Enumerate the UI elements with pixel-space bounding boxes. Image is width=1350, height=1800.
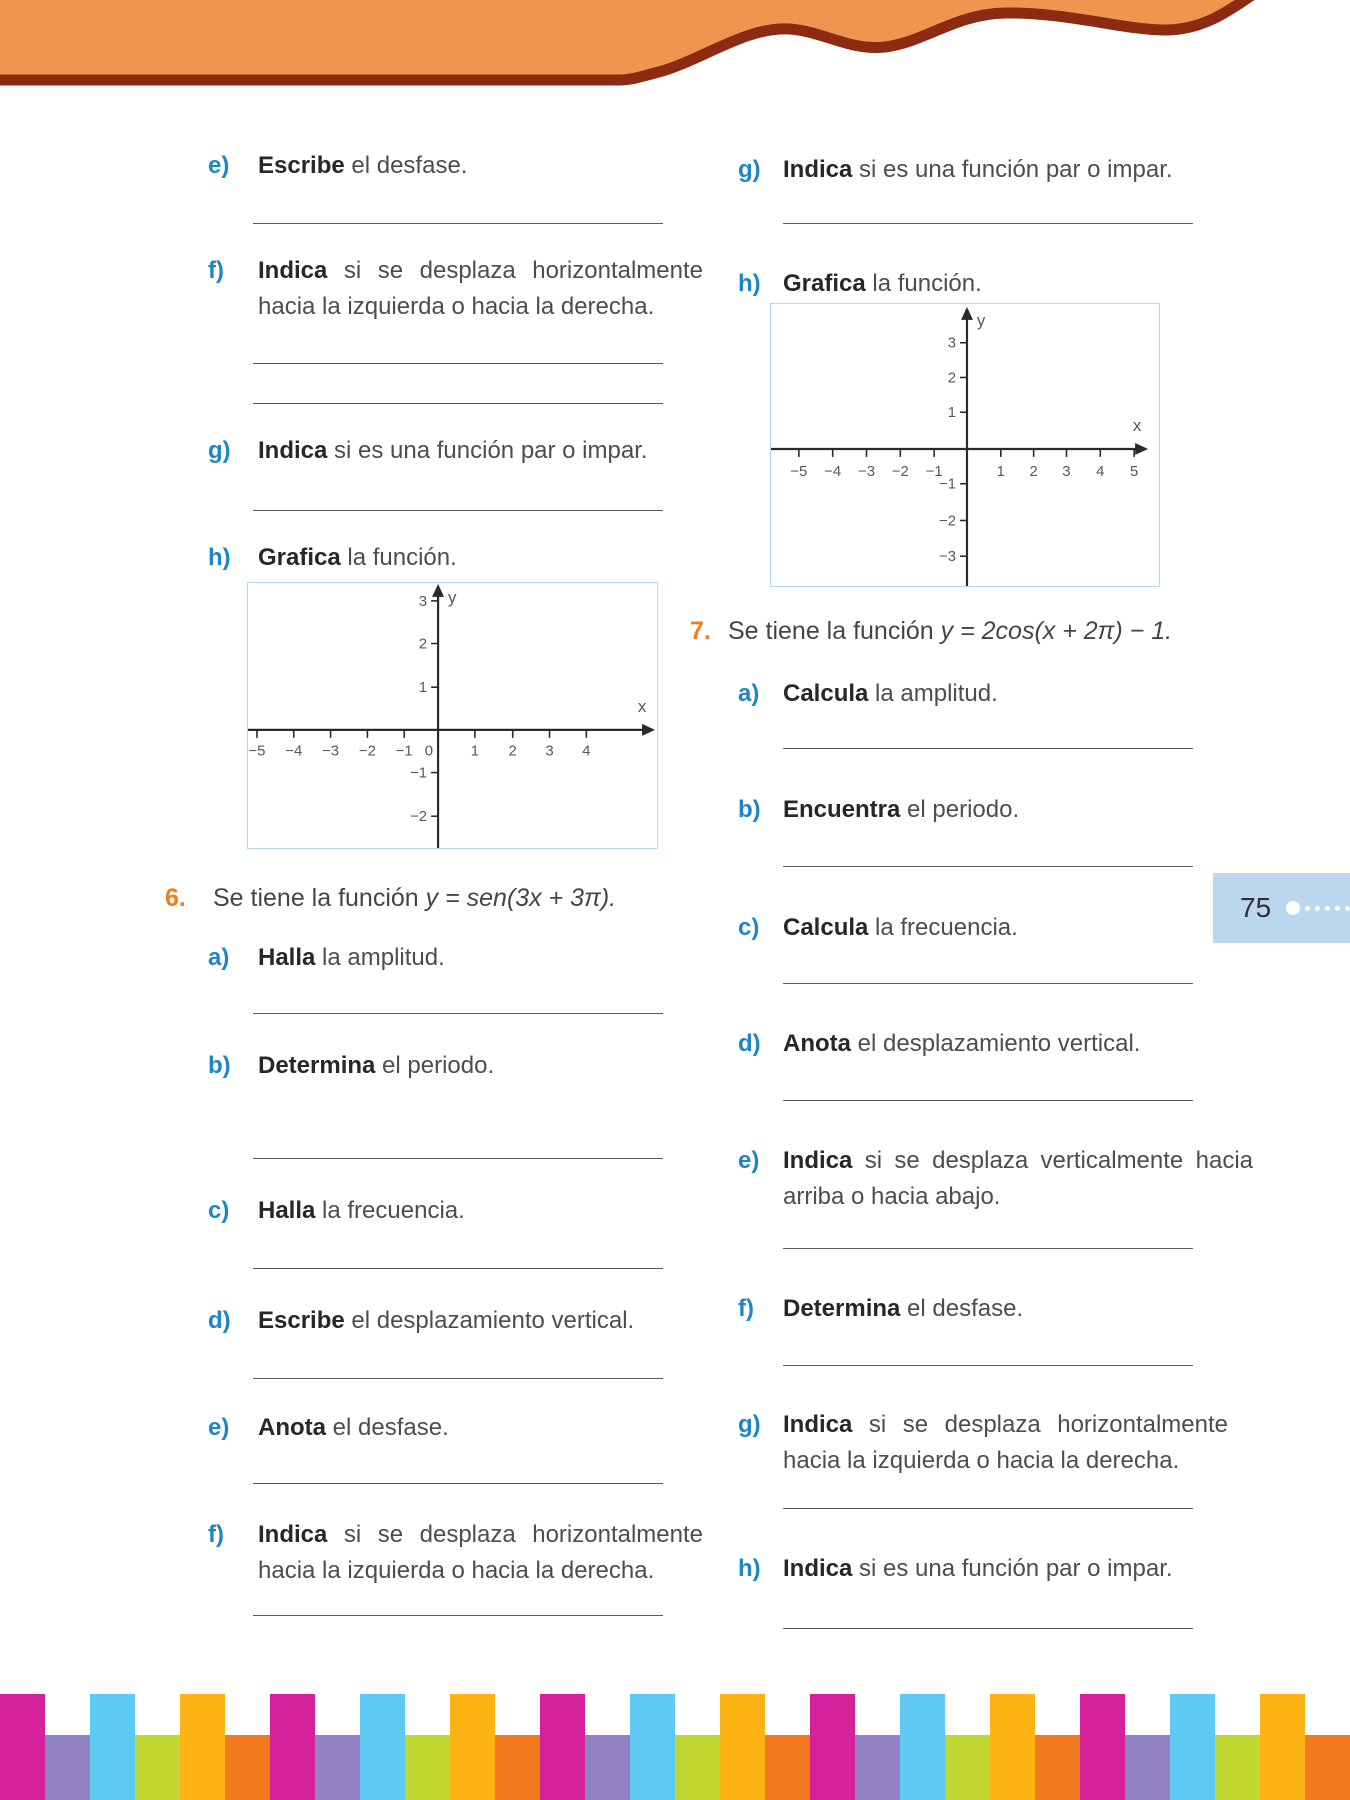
item-text: Indica si es una función par o impar. bbox=[783, 156, 1173, 183]
exercise5-item-g bbox=[208, 433, 648, 469]
answer-line bbox=[253, 1013, 663, 1014]
badge-dot-icon bbox=[1286, 901, 1300, 915]
item-text: Indica si es una función par o impar. bbox=[258, 437, 648, 464]
exercise6-item-b bbox=[208, 1048, 494, 1084]
footer-bar-green bbox=[1215, 1735, 1260, 1800]
exercise6-item-e bbox=[208, 1410, 449, 1446]
answer-line bbox=[783, 1628, 1193, 1629]
item-text: Anota el desplazamiento vertical. bbox=[783, 1030, 1141, 1057]
item-letter: c) bbox=[738, 914, 760, 941]
exercise5-item-f bbox=[208, 253, 703, 325]
answer-line bbox=[783, 1365, 1193, 1366]
footer-bar-sky bbox=[360, 1694, 405, 1800]
x-tick-label: −3 bbox=[858, 463, 876, 480]
x-tick-label: −1 bbox=[395, 743, 413, 760]
item-letter: f) bbox=[208, 257, 224, 284]
exercise5-item-h bbox=[208, 540, 457, 576]
footer-bars bbox=[0, 1694, 1350, 1800]
header-wave bbox=[0, 0, 1350, 100]
x-tick-label: −4 bbox=[824, 463, 842, 480]
exercise6-item-a bbox=[208, 940, 445, 976]
item-letter: e) bbox=[208, 152, 230, 179]
footer-bar-orange bbox=[1305, 1735, 1350, 1800]
item-text: Indica si se desplaza horizontalmente hacia la izquierda o hacia la derecha. bbox=[783, 1411, 1228, 1474]
y-tick-label: −1 bbox=[939, 476, 957, 493]
item-letter: f) bbox=[738, 1295, 754, 1322]
x-tick-label: −2 bbox=[891, 463, 909, 480]
footer-bar-amber bbox=[180, 1694, 225, 1800]
x-tick-label-zero: 0 bbox=[424, 743, 434, 760]
y-tick-label: −2 bbox=[410, 809, 428, 826]
x-tick-label: 3 bbox=[1062, 463, 1071, 480]
footer-bar-amber bbox=[450, 1694, 495, 1800]
badge-dotted-line-icon bbox=[1305, 906, 1350, 911]
y-tick-label: −2 bbox=[939, 513, 957, 530]
item-letter: d) bbox=[208, 1307, 231, 1334]
x-axis-label: x bbox=[637, 697, 647, 717]
y-tick-label: 3 bbox=[418, 593, 428, 610]
x-tick-label: −1 bbox=[925, 463, 943, 480]
item-letter: h) bbox=[738, 270, 761, 297]
exercise-number: 7. bbox=[690, 617, 711, 645]
exercise6-item-c bbox=[208, 1193, 465, 1229]
item-letter: d) bbox=[738, 1030, 761, 1057]
answer-line bbox=[783, 748, 1193, 749]
footer-bar-sky bbox=[90, 1694, 135, 1800]
answer-line bbox=[783, 1100, 1193, 1101]
item-letter: b) bbox=[738, 796, 761, 823]
item-letter: c) bbox=[208, 1197, 230, 1224]
graph-right-canvas bbox=[771, 304, 1159, 586]
footer-bar-magenta bbox=[270, 1694, 315, 1800]
y-axis-label: y bbox=[448, 587, 457, 607]
footer-bar-amber bbox=[1260, 1694, 1305, 1800]
item-letter: f) bbox=[208, 1521, 224, 1548]
x-tick-label: −5 bbox=[248, 743, 266, 760]
item-text: Determina el periodo. bbox=[258, 1052, 495, 1079]
item-letter: e) bbox=[208, 1414, 230, 1441]
answer-line bbox=[783, 983, 1193, 984]
x-tick-label: −4 bbox=[285, 743, 303, 760]
exercise7-item-f bbox=[738, 1291, 1023, 1327]
footer-bar-orange bbox=[225, 1735, 270, 1800]
item-letter: h) bbox=[738, 1555, 761, 1582]
footer-bar-green bbox=[405, 1735, 450, 1800]
footer-bar-green bbox=[135, 1735, 180, 1800]
item-letter: a) bbox=[208, 944, 230, 971]
exercise7-header bbox=[690, 613, 1172, 649]
answer-line bbox=[253, 363, 663, 364]
footer-bar-magenta bbox=[0, 1694, 45, 1800]
formula: y = sen(3x + 3π). bbox=[425, 884, 617, 912]
item-letter: g) bbox=[738, 1411, 761, 1438]
x-tick-label: 4 bbox=[582, 743, 591, 760]
y-tick-label: 1 bbox=[947, 405, 957, 422]
footer-bar-purple bbox=[45, 1735, 90, 1800]
footer-bar-magenta bbox=[1080, 1694, 1125, 1800]
footer-bar-sky bbox=[1170, 1694, 1215, 1800]
exercise7-item-a bbox=[738, 676, 998, 712]
answer-line bbox=[253, 223, 663, 224]
formula: y = 2cos(x + 2π) − 1. bbox=[940, 617, 1173, 645]
exercise5r-item-h bbox=[738, 266, 982, 302]
answer-line bbox=[783, 1248, 1193, 1249]
x-axis-arrow-icon bbox=[1135, 443, 1148, 455]
y-tick-label: 3 bbox=[947, 335, 957, 352]
exercise6-item-d bbox=[208, 1303, 634, 1339]
item-text: Grafica la función. bbox=[783, 270, 982, 297]
footer-bar-amber bbox=[720, 1694, 765, 1800]
answer-line bbox=[253, 510, 663, 511]
graph-left bbox=[247, 582, 658, 849]
page-number-badge bbox=[1213, 873, 1350, 943]
footer-bar-orange bbox=[495, 1735, 540, 1800]
item-letter: e) bbox=[738, 1147, 760, 1174]
item-letter: g) bbox=[208, 437, 231, 464]
exercise5-item-e bbox=[208, 148, 467, 184]
item-text: Calcula la frecuencia. bbox=[783, 914, 1018, 941]
exercise-number: 6. bbox=[165, 884, 186, 912]
x-tick-marks bbox=[257, 730, 586, 738]
page-number: 75 bbox=[1240, 892, 1272, 923]
item-text: Calcula la amplitud. bbox=[783, 680, 998, 707]
footer-bar-magenta bbox=[810, 1694, 855, 1800]
item-letter: g) bbox=[738, 156, 761, 183]
footer-bar-magenta bbox=[540, 1694, 585, 1800]
footer-bar-sky bbox=[900, 1694, 945, 1800]
x-tick-label: 3 bbox=[545, 743, 554, 760]
x-tick-label: −2 bbox=[358, 743, 376, 760]
x-tick-label: 1 bbox=[470, 743, 480, 760]
y-tick-label: −3 bbox=[939, 549, 957, 566]
item-text: Halla la frecuencia. bbox=[258, 1197, 465, 1224]
x-axis-label: x bbox=[1132, 416, 1142, 436]
item-text: Indica si se desplaza verticalmente hacia arriba o hacia abajo. bbox=[783, 1147, 1253, 1210]
answer-line bbox=[253, 1615, 663, 1616]
answer-line bbox=[253, 403, 663, 404]
x-tick-label: 5 bbox=[1129, 463, 1139, 480]
y-tick-label: 1 bbox=[418, 680, 428, 697]
x-tick-label: −3 bbox=[322, 743, 340, 760]
item-text: Escribe el desplazamiento vertical. bbox=[258, 1307, 635, 1334]
x-tick-label: 1 bbox=[996, 463, 1005, 480]
exercise5r-item-g bbox=[738, 152, 1173, 188]
y-tick-label: 2 bbox=[947, 370, 957, 387]
graph-right bbox=[770, 303, 1160, 587]
item-letter: b) bbox=[208, 1052, 231, 1079]
y-axis-label: y bbox=[976, 310, 986, 330]
footer-bar-amber bbox=[990, 1694, 1035, 1800]
answer-line bbox=[783, 866, 1193, 867]
answer-line bbox=[253, 1378, 663, 1379]
item-text: Anota el desfase. bbox=[258, 1414, 449, 1441]
footer-bar-purple bbox=[585, 1735, 630, 1800]
item-text: Escribe el desfase. bbox=[258, 152, 468, 179]
exercise7-item-g bbox=[738, 1407, 1228, 1479]
x-tick-label: 2 bbox=[508, 743, 517, 760]
exercise-statement: Se tiene la función y = 2cos(x + 2π) − 1. bbox=[728, 617, 1173, 645]
footer-bar-purple bbox=[1125, 1735, 1170, 1800]
exercise-statement: Se tiene la función y = sen(3x + 3π). bbox=[213, 884, 617, 912]
footer-bar-green bbox=[945, 1735, 990, 1800]
footer-bar-purple bbox=[855, 1735, 900, 1800]
item-text: Encuentra el periodo. bbox=[783, 796, 1020, 823]
answer-line bbox=[253, 1483, 663, 1484]
exercise6-header bbox=[165, 880, 616, 916]
footer-bar-sky bbox=[630, 1694, 675, 1800]
x-tick-label: −5 bbox=[790, 463, 808, 480]
exercise7-item-h bbox=[738, 1551, 1173, 1587]
y-tick-label: −1 bbox=[410, 765, 428, 782]
exercise7-item-c bbox=[738, 910, 1018, 946]
item-text: Grafica la función. bbox=[258, 544, 457, 571]
item-letter: a) bbox=[738, 680, 760, 707]
exercise7-item-d bbox=[738, 1026, 1140, 1062]
graph-left-canvas bbox=[248, 583, 657, 848]
y-axis-arrow-icon bbox=[432, 584, 444, 597]
x-tick-label: 4 bbox=[1096, 463, 1105, 480]
item-letter: h) bbox=[208, 544, 231, 571]
answer-line bbox=[253, 1158, 663, 1159]
item-text: Indica si se desplaza horizontalmente hacia la izquierda o hacia la derecha. bbox=[258, 1521, 703, 1584]
exercise6-item-f bbox=[208, 1517, 703, 1589]
y-tick-label: 2 bbox=[418, 636, 428, 653]
answer-line bbox=[253, 1268, 663, 1269]
x-tick-label: 2 bbox=[1029, 463, 1038, 480]
item-text: Indica si se desplaza horizontalmente hacia la izquierda o hacia la derecha. bbox=[258, 257, 703, 320]
exercise7-item-e bbox=[738, 1143, 1253, 1215]
item-text: Indica si es una función par o impar. bbox=[783, 1555, 1173, 1582]
footer-bar-orange bbox=[765, 1735, 810, 1800]
x-axis-arrow-icon bbox=[642, 724, 655, 736]
answer-line bbox=[783, 223, 1193, 224]
item-text: Determina el desfase. bbox=[783, 1295, 1024, 1322]
footer-bar-purple bbox=[315, 1735, 360, 1800]
answer-line bbox=[783, 1508, 1193, 1509]
y-axis-arrow-icon bbox=[961, 307, 973, 320]
exercise7-item-b bbox=[738, 792, 1019, 828]
footer-bar-green bbox=[675, 1735, 720, 1800]
footer-bar-orange bbox=[1035, 1735, 1080, 1800]
item-text: Halla la amplitud. bbox=[258, 944, 445, 971]
